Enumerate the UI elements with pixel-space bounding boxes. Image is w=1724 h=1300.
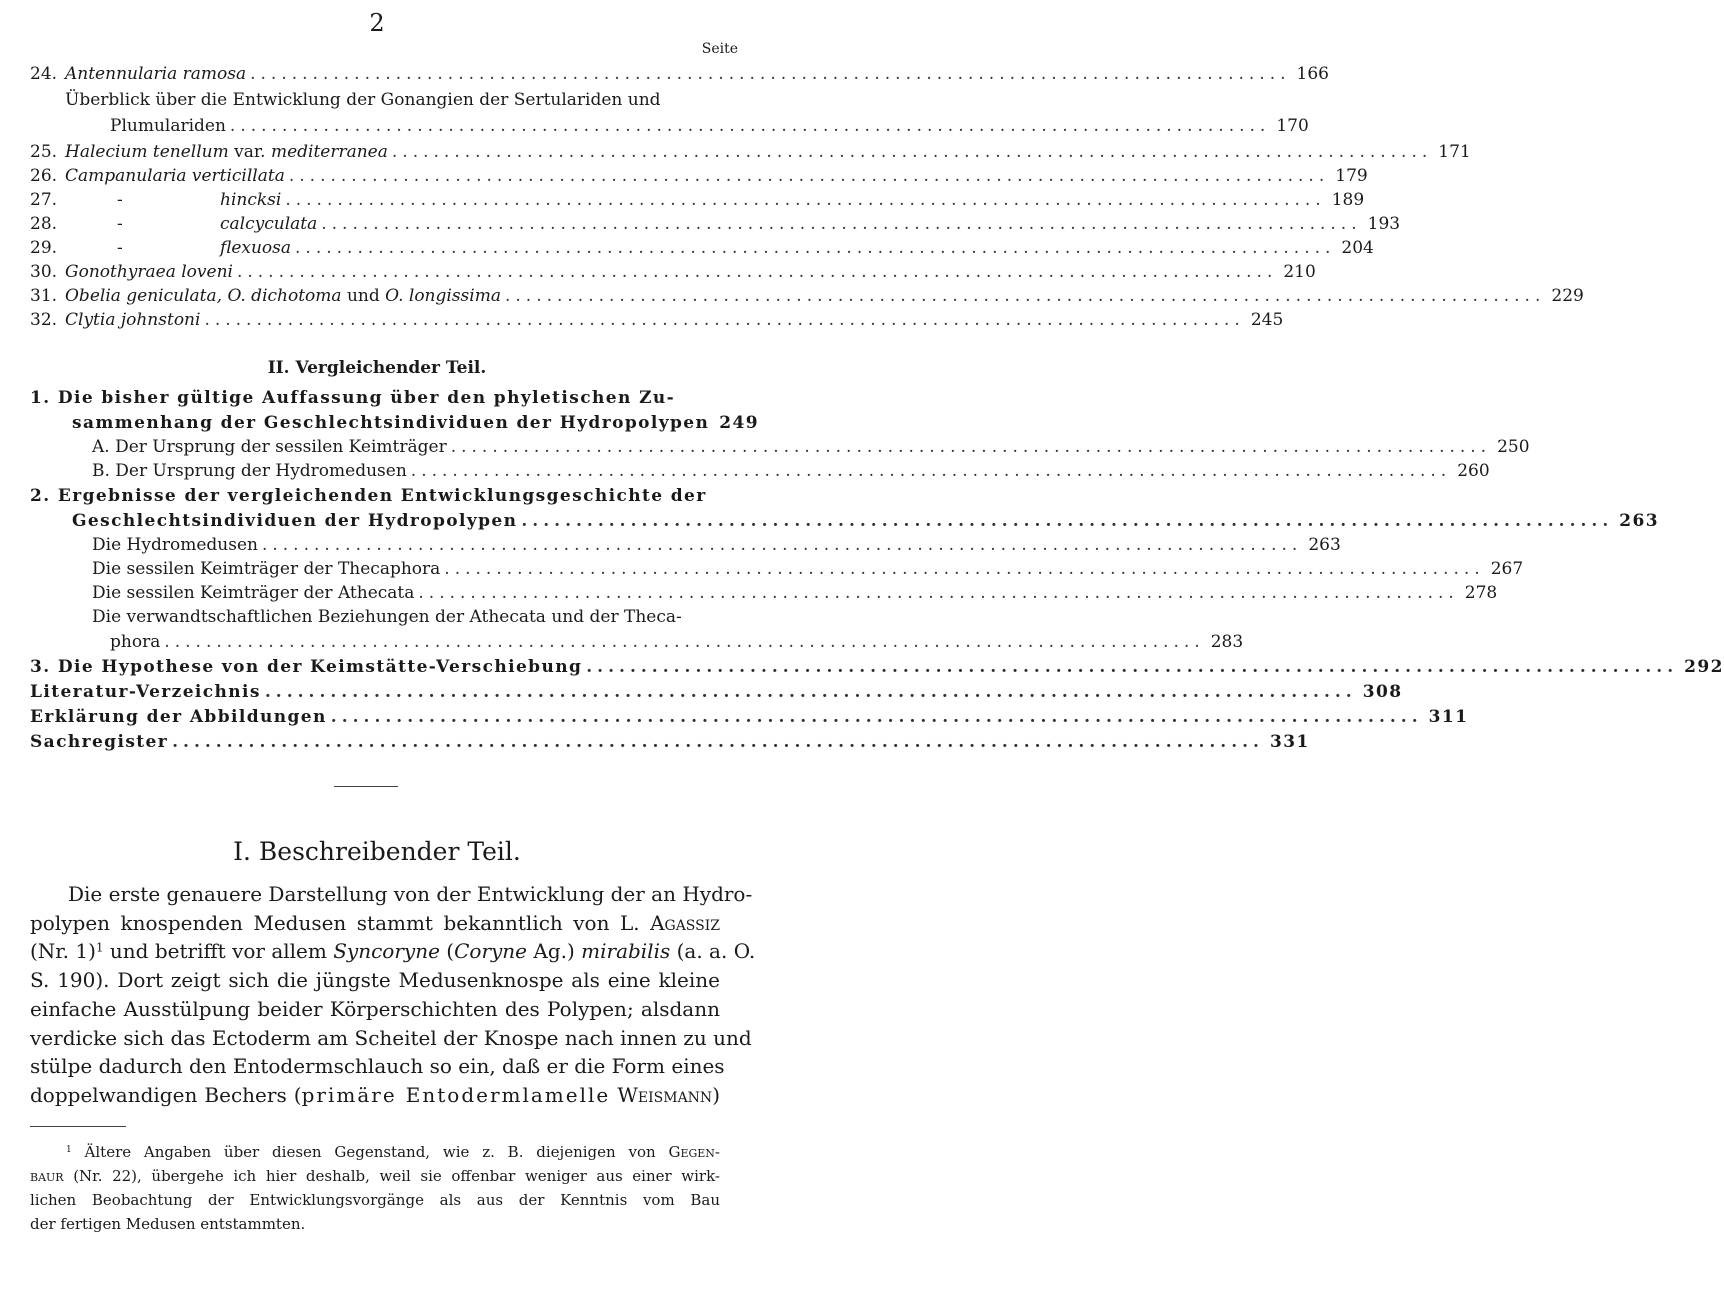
toc-entry	[30, 236, 1374, 260]
body-line: (Nr. 1)$^1$ und betrifft vor allem Syncoryne (Coryne Ag.) mirabilis (a. a. O.	[30, 939, 756, 964]
leader-dots: ....................................................................................................	[164, 632, 1205, 652]
toc-entry-title: Geschlechtsindividuen der Hydropolypen	[72, 511, 518, 531]
leader-dots: ....................................................................................................	[450, 437, 1492, 457]
toc-entry-page: 170	[1276, 116, 1309, 136]
toc-entry-title: Antennularia ramosa	[65, 64, 247, 84]
ditto-dash: -	[117, 214, 123, 234]
toc-entry	[30, 188, 1365, 212]
toc-entry	[30, 260, 1316, 284]
leader-dots: ....................................................................................................	[261, 535, 1303, 555]
toc-entry-number: 27.	[30, 190, 58, 210]
toc-entry-page: 171	[1438, 142, 1471, 162]
toc-entry-page: 263	[1308, 535, 1341, 555]
leader-dots: ....................................................................................................	[391, 142, 1433, 162]
toc-entry-title: calcyculata	[220, 214, 318, 234]
toc-entry-title: Die verwandtschaftlichen Beziehungen der Athecata und der Theca-	[92, 607, 682, 627]
footnote-line: $^1$ Ältere Angaben über diesen Gegenstand, wie z. B. diejenigen von Gegen-	[66, 1143, 720, 1161]
toc-entry-title: Campanularia verticillata	[65, 166, 285, 186]
footnote-line: der fertigen Medusen entstammten.	[30, 1215, 306, 1233]
toc-entry	[30, 655, 1724, 679]
toc-entry	[30, 705, 1469, 729]
toc-entry-title: Halecium tenellum var. mediterranea	[65, 142, 388, 162]
toc-entry-page: 260	[1457, 461, 1490, 481]
leader-dots: ....................................................................................................	[288, 166, 1330, 186]
toc-entry-page: 249	[719, 413, 759, 433]
toc-entry	[92, 581, 1498, 605]
toc-entry-number: 31.	[30, 286, 58, 306]
ditto-dash: -	[117, 190, 123, 210]
leader-dots: ....................................................................................................	[444, 559, 1485, 579]
leader-dots: ....................................................................................................	[330, 707, 1423, 727]
toc-entry	[72, 411, 759, 435]
toc-entry-page: 189	[1331, 190, 1365, 210]
page-number: 2	[369, 9, 385, 37]
toc-entry	[30, 164, 1368, 188]
toc-entry	[72, 509, 1659, 533]
leader-dots: ....................................................................................................	[236, 262, 1278, 282]
ditto-dash: -	[117, 238, 123, 258]
leader-dots: ....................................................................................................	[264, 682, 1357, 702]
toc-entry-page: 331	[1269, 732, 1310, 752]
chapter-title: I. Beschreibender Teil.	[233, 837, 521, 866]
toc-entry-title: sammenhang der Geschlechtsindividuen der Hydropolypen	[72, 413, 710, 433]
toc-entry	[30, 140, 1471, 164]
toc-entry-number: 29.	[30, 238, 58, 258]
body-line: S. 190). Dort zeigt sich die jüngste Medusenknospe als eine kleine	[30, 968, 720, 993]
toc-entry	[30, 62, 1329, 86]
toc-entry-page: 193	[1367, 214, 1401, 234]
toc-entry-title: Sachregister	[30, 732, 169, 752]
body-paragraph	[30, 880, 756, 1110]
toc-entry-title: Clytia johnstoni	[65, 310, 201, 330]
toc-entry-page: 311	[1428, 707, 1469, 727]
toc-entry-title: Die sessilen Keimträger der Athecata	[92, 583, 415, 603]
toc-entry-title: phora	[110, 632, 161, 652]
toc-entry-title: A. Der Ursprung der sessilen Keimträger	[92, 437, 447, 457]
toc-entry	[92, 459, 1490, 483]
toc-entry	[110, 630, 1244, 654]
footnote-line: lichen Beobachtung der Entwicklungsvorgänge als aus der Kenntnis vom Bau	[30, 1191, 720, 1209]
toc-entry-title: Literatur-Verzeichnis	[30, 682, 261, 702]
toc-entry-title: B. Der Ursprung der Hydromedusen	[92, 461, 407, 481]
leader-dots: ....................................................................................................	[321, 214, 1362, 234]
toc-entry-page: 245	[1250, 310, 1284, 330]
toc-entry-title: 1. Die bisher gültige Auffassung über den phyletischen Zu-	[30, 388, 676, 408]
footnote	[30, 1140, 720, 1236]
toc-entry-page: 263	[1619, 511, 1659, 531]
leader-dots: ....................................................................................................	[504, 286, 1546, 306]
body-line: stülpe dadurch den Entodermschlauch so ein, daß er die Form eines	[30, 1054, 725, 1079]
leader-dots: ....................................................................................................	[204, 310, 1245, 330]
leader-dots: ....................................................................................................	[295, 238, 1336, 258]
toc-entry-page: 278	[1464, 583, 1498, 603]
toc-entry-title: 2. Ergebnisse der vergleichenden Entwicklungsgeschichte der	[30, 486, 707, 506]
toc-entry-page: 283	[1210, 632, 1244, 652]
toc-entry-number: 25.	[30, 142, 58, 162]
leader-dots: ....................................................................................................	[250, 64, 1291, 84]
toc-entry-number: 28.	[30, 214, 58, 234]
toc-entry	[30, 680, 1403, 704]
toc-entry-title: Überblick über die Entwicklung der Gonangien der Sertulariden und	[65, 90, 661, 110]
leader-dots: ....................................................................................................	[285, 190, 1326, 210]
toc-entry-title: Obelia geniculata, O. dichotoma und O. longissima	[65, 286, 501, 306]
toc-entry-page: 210	[1283, 262, 1316, 282]
leader-dots: ....................................................................................................	[521, 511, 1614, 531]
footnote-line: baur (Nr. 22), übergehe ich hier deshalb, weil sie offenbar weniger aus einer wirk-	[30, 1167, 720, 1185]
toc-entry-title: flexuosa	[220, 238, 292, 258]
toc-entry-page: 292	[1684, 657, 1724, 677]
toc-entry-title: 3. Die Hypothese von der Keimstätte-Verschiebung	[30, 657, 583, 677]
toc-entry-title: hincksi	[220, 190, 282, 210]
toc-entry-page: 267	[1490, 559, 1524, 579]
toc-entry-number: 26.	[30, 166, 58, 186]
toc-entry-page: 204	[1341, 238, 1374, 258]
toc-entry	[30, 730, 1310, 754]
toc-entry-number: 32.	[30, 310, 58, 330]
leader-dots: ....................................................................................................	[410, 461, 1452, 481]
toc-entry	[92, 557, 1524, 581]
toc-entry	[30, 308, 1284, 332]
leader-dots: ....................................................................................................	[172, 732, 1264, 752]
toc-entry-title: Plumulariden	[110, 116, 226, 136]
footnote-marker: 1	[95, 940, 104, 955]
toc-entry-title: Gonothyraea loveni	[65, 262, 233, 282]
leader-dots: ....................................................................................................	[586, 657, 1679, 677]
toc-entry-page: 250	[1497, 437, 1530, 457]
footnote-rule	[30, 1126, 126, 1127]
toc-entry	[30, 212, 1401, 236]
body-line: Die erste genauere Darstellung von der Entwicklung der an Hydro-	[68, 882, 753, 906]
toc-entry-page: 308	[1362, 682, 1403, 702]
body-line: einfache Ausstülpung beider Körperschichten des Polypen; alsdann	[30, 996, 720, 1021]
toc-entry	[110, 114, 1309, 138]
toc-entry-number: 24.	[30, 64, 58, 84]
toc-entry-title: Erklärung der Abbildungen	[30, 707, 327, 727]
toc-entry-title: Die Hydromedusen	[92, 535, 258, 555]
toc-entry	[92, 533, 1341, 557]
body-line: verdicke sich das Ectoderm am Scheitel der Knospe nach innen zu und	[30, 1025, 752, 1050]
section-heading: II. Vergleichender Teil.	[267, 358, 487, 378]
toc-entry-title: Die sessilen Keimträger der Thecaphora	[92, 559, 441, 579]
toc-entry-page: 166	[1296, 64, 1329, 84]
leader-dots: ....................................................................................................	[418, 583, 1459, 603]
toc-entry-page: 179	[1335, 166, 1368, 186]
seite-label: Seite	[701, 41, 738, 57]
body-line: polypen knospenden Medusen stammt bekanntlich von L. Agassiz	[30, 910, 720, 935]
body-line: doppelwandigen Bechers (primäre Entodermlamelle Weismann)	[30, 1082, 720, 1107]
toc-entry	[30, 284, 1584, 308]
footnote-marker: 1	[66, 1145, 72, 1156]
section-divider	[334, 786, 398, 787]
leader-dots: ....................................................................................................	[229, 116, 1271, 136]
toc-entry-number: 30.	[30, 262, 58, 282]
toc-entry-page: 229	[1551, 286, 1584, 306]
toc-entry	[92, 435, 1530, 459]
